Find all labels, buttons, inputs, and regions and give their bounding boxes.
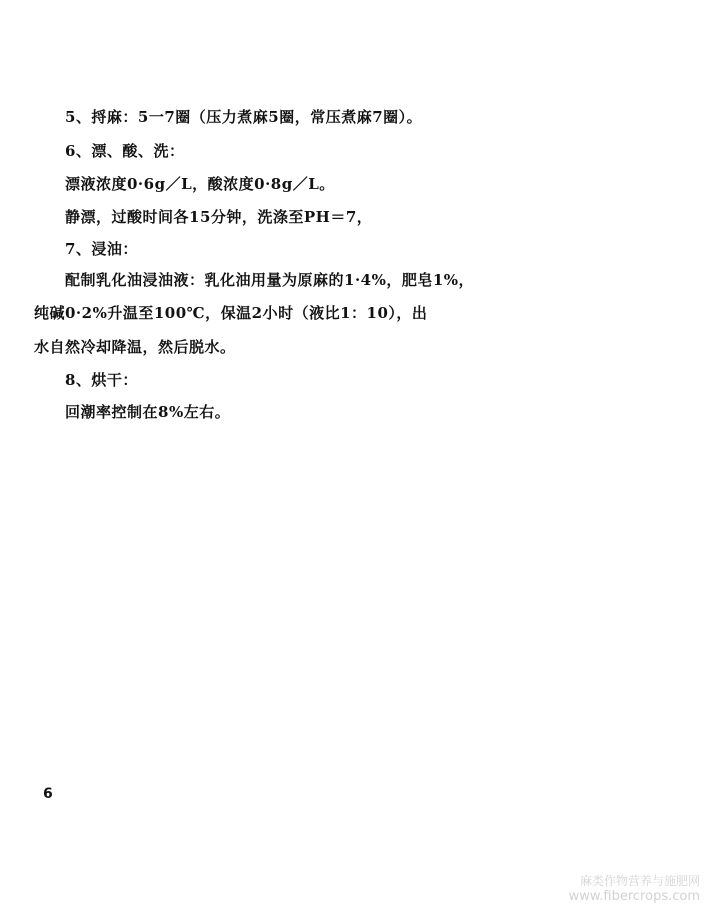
watermark (569, 874, 700, 904)
text-line-step5: 5、捋麻：5一7圈（压力煮麻5圈，常压煮麻7圈）。 (65, 108, 423, 126)
watermark-site-name: 麻类作物营养与施肥网 (579, 874, 700, 888)
text-line-soda-heating: 纯碱0·2%升温至100℃，保温2小时（液比1：10），出 (34, 304, 428, 322)
text-line-oil-emulsion: 配制乳化油浸油液：乳化油用量为原麻的1·4%，肥皂1%， (65, 271, 475, 289)
text-line-step7-heading: 7、浸油： (65, 240, 138, 258)
watermark-domain: www.fibercrops.com (568, 889, 700, 904)
text-line-bleach-concentration: 漂液浓度0·6g／L，酸浓度0·8g／L。 (65, 175, 335, 193)
page-number: 6 (43, 786, 53, 802)
text-line-cooling: 水自然冷却降温，然后脱水。 (34, 338, 236, 356)
text-line-step6-heading: 6、漂、酸、洗： (65, 142, 185, 160)
text-line-moisture-regain: 回潮率控制在8%左右。 (65, 403, 231, 421)
text-line-static-bleach: 静漂，过酸时间各15分钟，洗涤至PH＝7， (65, 208, 373, 226)
text-line-step8-heading: 8、烘干： (65, 371, 138, 389)
